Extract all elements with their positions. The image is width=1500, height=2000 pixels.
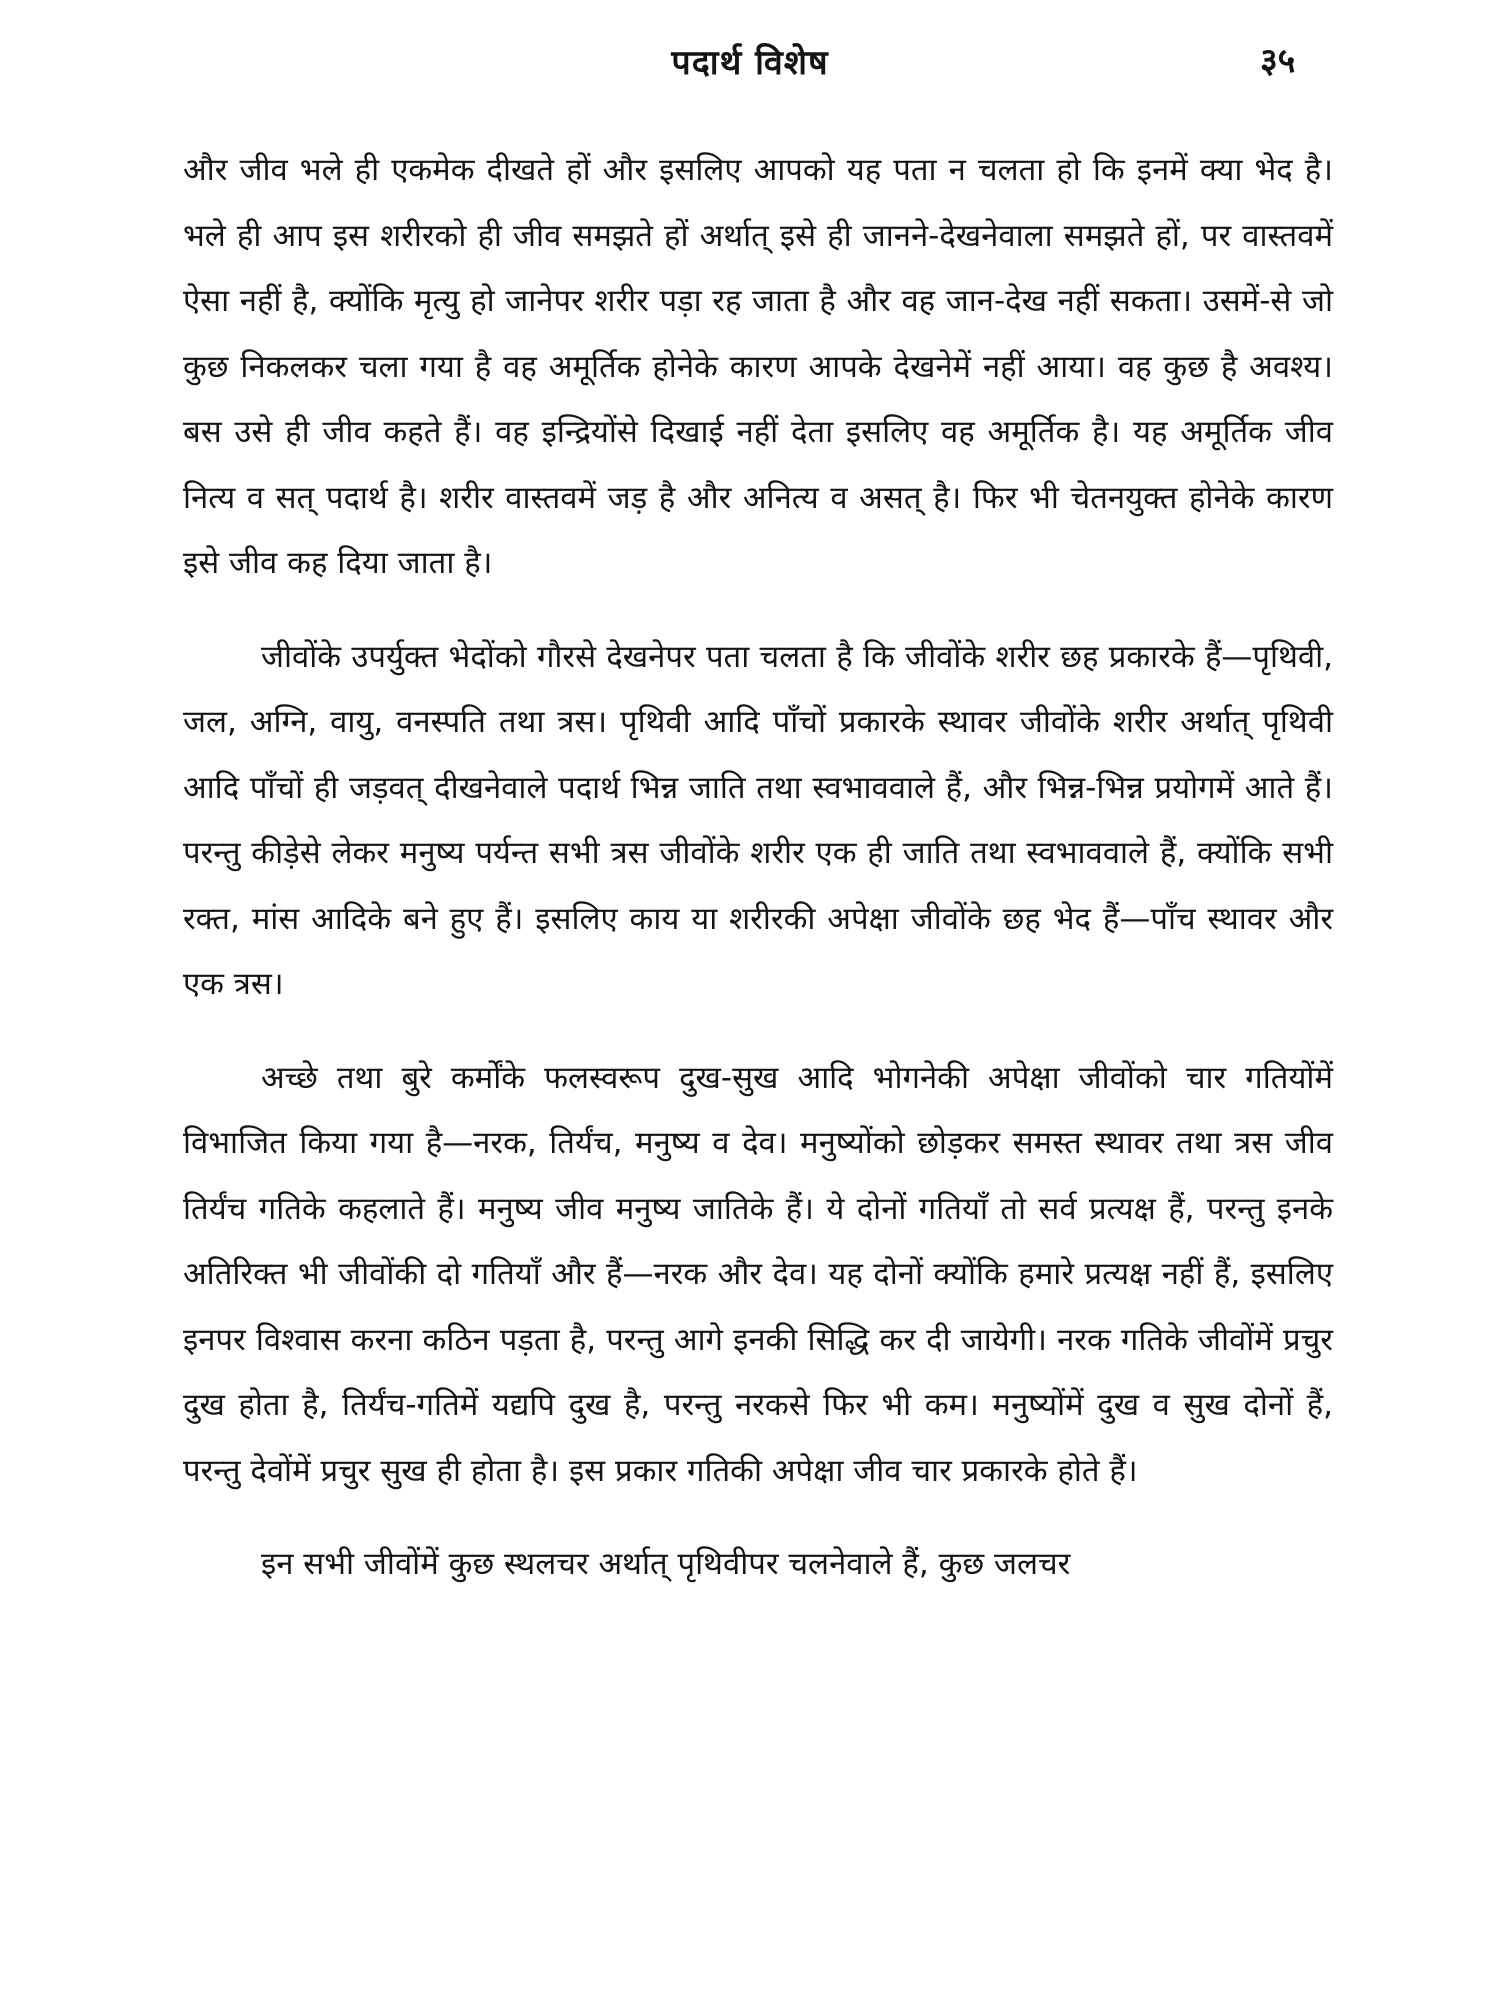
paragraph-four-gatis: अच्छे तथा बुरे कर्मोंके फलस्वरूप दुख-सुख आदि भोगनेकी अपेक्षा जीवोंको चार गतियोंमें विभाजित किया गया है—नरक, तिर्यंच, मनुष्य व देव। मनुष्योंको छोड़कर समस्त स्थावर तथा त्रस जीव तिर्यंच गतिके कहलाते हैं। मनुष्य जीव मनुष्य जातिके हैं। ये दोनों गतियाँ तो सर्व प्रत्यक्ष हैं, परन्तु इनके अतिरिक्त भी जीवोंकी दो गतियाँ और हैं—नरक और देव। यह दोनों क्योंकि हमारे प्रत्यक्ष नहीं हैं, इसलिए इनपर विश्वास करना कठिन पड़ता है, परन्तु आगे इनकी सिद्धि कर दी जायेगी। नरक गतिके जीवोंमें प्रचुर दुख होता है, तिर्यंच-गतिमें यद्यपि दुख है, परन्तु नरकसे फिर भी कम। मनुष्योंमें दुख व सुख दोनों हैं, परन्तु देवोंमें प्रचुर सुख ही होता है। इस प्रकार गतिकी अपेक्षा जीव चार प्रकारके होते हैं। (183, 1059, 1333, 1489)
paragraph-continued: और जीव भले ही एकमेक दीखते हों और इसलिए आपको यह पता न चलता हो कि इनमें क्या भेद है। भले ही आप इस शरीरको ही जीव समझते हों अर्थात् इसे ही जानने-देखनेवाला समझते हों, पर वास्तवमें ऐसा नहीं है, क्योंकि मृत्यु हो जानेपर शरीर पड़ा रह जाता है और वह जान-देख नहीं सकता। उसमें-से जो कुछ निकलकर चला गया है वह अमूर्तिक होनेके कारण आपके देखनेमें नहीं आया। वह कुछ है अवश्य। बस उसे ही जीव कहते हैं। वह इन्द्रियोंसे दिखाई नहीं देता इसलिए वह अमूर्तिक है। यह अमूर्तिक जीव नित्य व सत् पदार्थ है। शरीर वास्तवमें जड़ है और अनित्य व असत् है। फिर भी चेतनयुक्त होनेके कारण इसे जीव कह दिया जाता है। (183, 152, 1334, 581)
paragraph-body-types: जीवोंके उपर्युक्त भेदोंको गौरसे देखनेपर पता चलता है कि जीवोंके शरीर छह प्रकारके हैं—पृथिवी, जल, अग्नि, वायु, वनस्पति तथा त्रस। पृथिवी आदि पाँचों प्रकारके स्थावर जीवोंके शरीर अर्थात् पृथिवी आदि पाँचों ही जड़वत् दीखनेवाले पदार्थ भिन्न जाति तथा स्वभाववाले हैं, और भिन्न-भिन्न प्रयोगमें आते हैं। परन्तु कीड़ेसे लेकर मनुष्य पर्यन्त सभी त्रस जीवोंके शरीर एक ही जाति तथा स्वभाववाले हैं, क्योंकि सभी रक्त, मांस आदिके बने हुए हैं। इसलिए काय या शरीरकी अपेक्षा जीवोंके छह भेद हैं—पाँच स्थावर और एक त्रस। (183, 638, 1333, 1002)
paragraph-sthalchar: इन सभी जीवोंमें कुछ स्थलचर अर्थात् पृथिवीपर चलनेवाले हैं, कुछ जलचर (261, 1546, 1071, 1582)
body-text (183, 138, 1333, 1598)
running-title: पदार्थ विशेष (671, 43, 829, 83)
page-number: ३५ (1260, 41, 1296, 81)
